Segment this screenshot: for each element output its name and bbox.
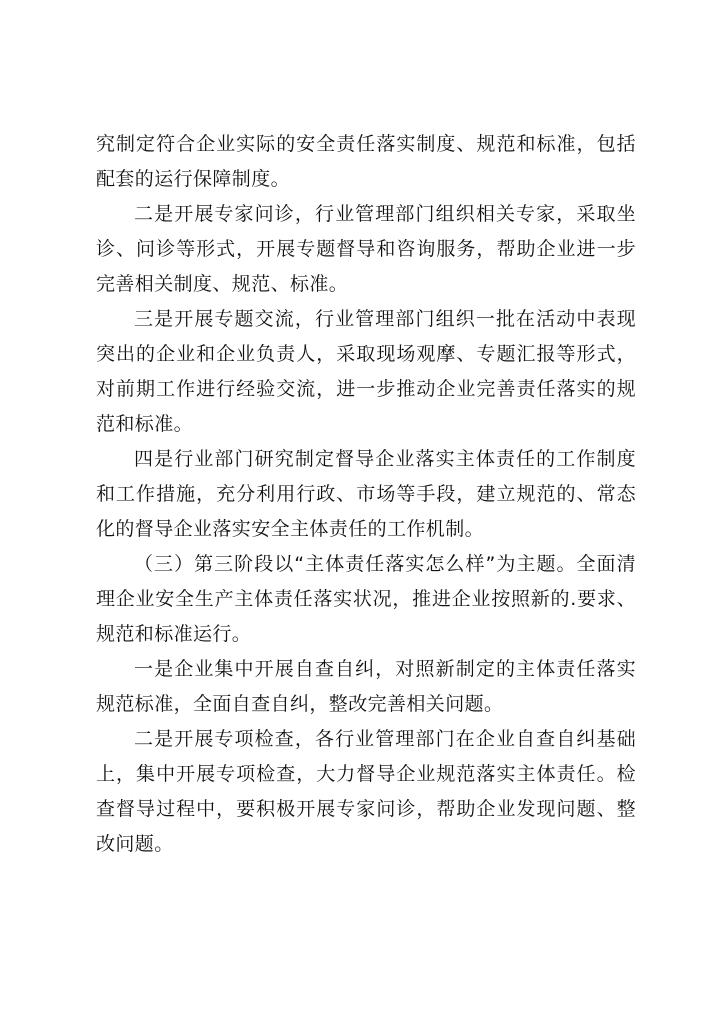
paragraph-continuation: 究制定符合企业实际的安全责任落实制度、规范和标准，包括配套的运行保障制度。	[96, 133, 636, 190]
document-body	[96, 127, 636, 862]
paragraph-work-mechanism: 四是行业部门研究制定督导企业落实主体责任的工作制度和工作措施，充分利用行政、市场等手段，建立规范的、常态化的督导企业落实安全主体责任的工作机制。	[96, 448, 636, 540]
paragraph-self-inspection: 一是企业集中开展自查自纠，对照新制定的主体责任落实规范标准，全面自查自纠，整改完善相关问题。	[96, 658, 636, 715]
paragraph-special-inspection: 二是开展专项检查，各行业管理部门在企业自查自纠基础上，集中开展专项检查，大力督导企业规范落实主体责任。检查督导过程中，要积极开展专家问诊，帮助企业发现问题、整改问题。	[96, 728, 636, 855]
paragraph-third-stage: （三）第三阶段以“主体责任落实怎么样”为主题。全面清理企业安全生产主体责任落实状况，推进企业按照新的.要求、规范和标准运行。	[96, 553, 636, 645]
paragraph-expert-consultation: 二是开展专家问诊，行业管理部门组织相关专家，采取坐诊、问诊等形式，开展专题督导和咨询服务，帮助企业进一步完善相关制度、规范、标准。	[96, 203, 636, 295]
paragraph-topic-exchange: 三是开展专题交流，行业管理部门组织一批在活动中表现突出的企业和企业负责人，采取现场观摩、专题汇报等形式，对前期工作进行经验交流，进一步推动企业完善责任落实的规范和标准。	[96, 308, 636, 435]
